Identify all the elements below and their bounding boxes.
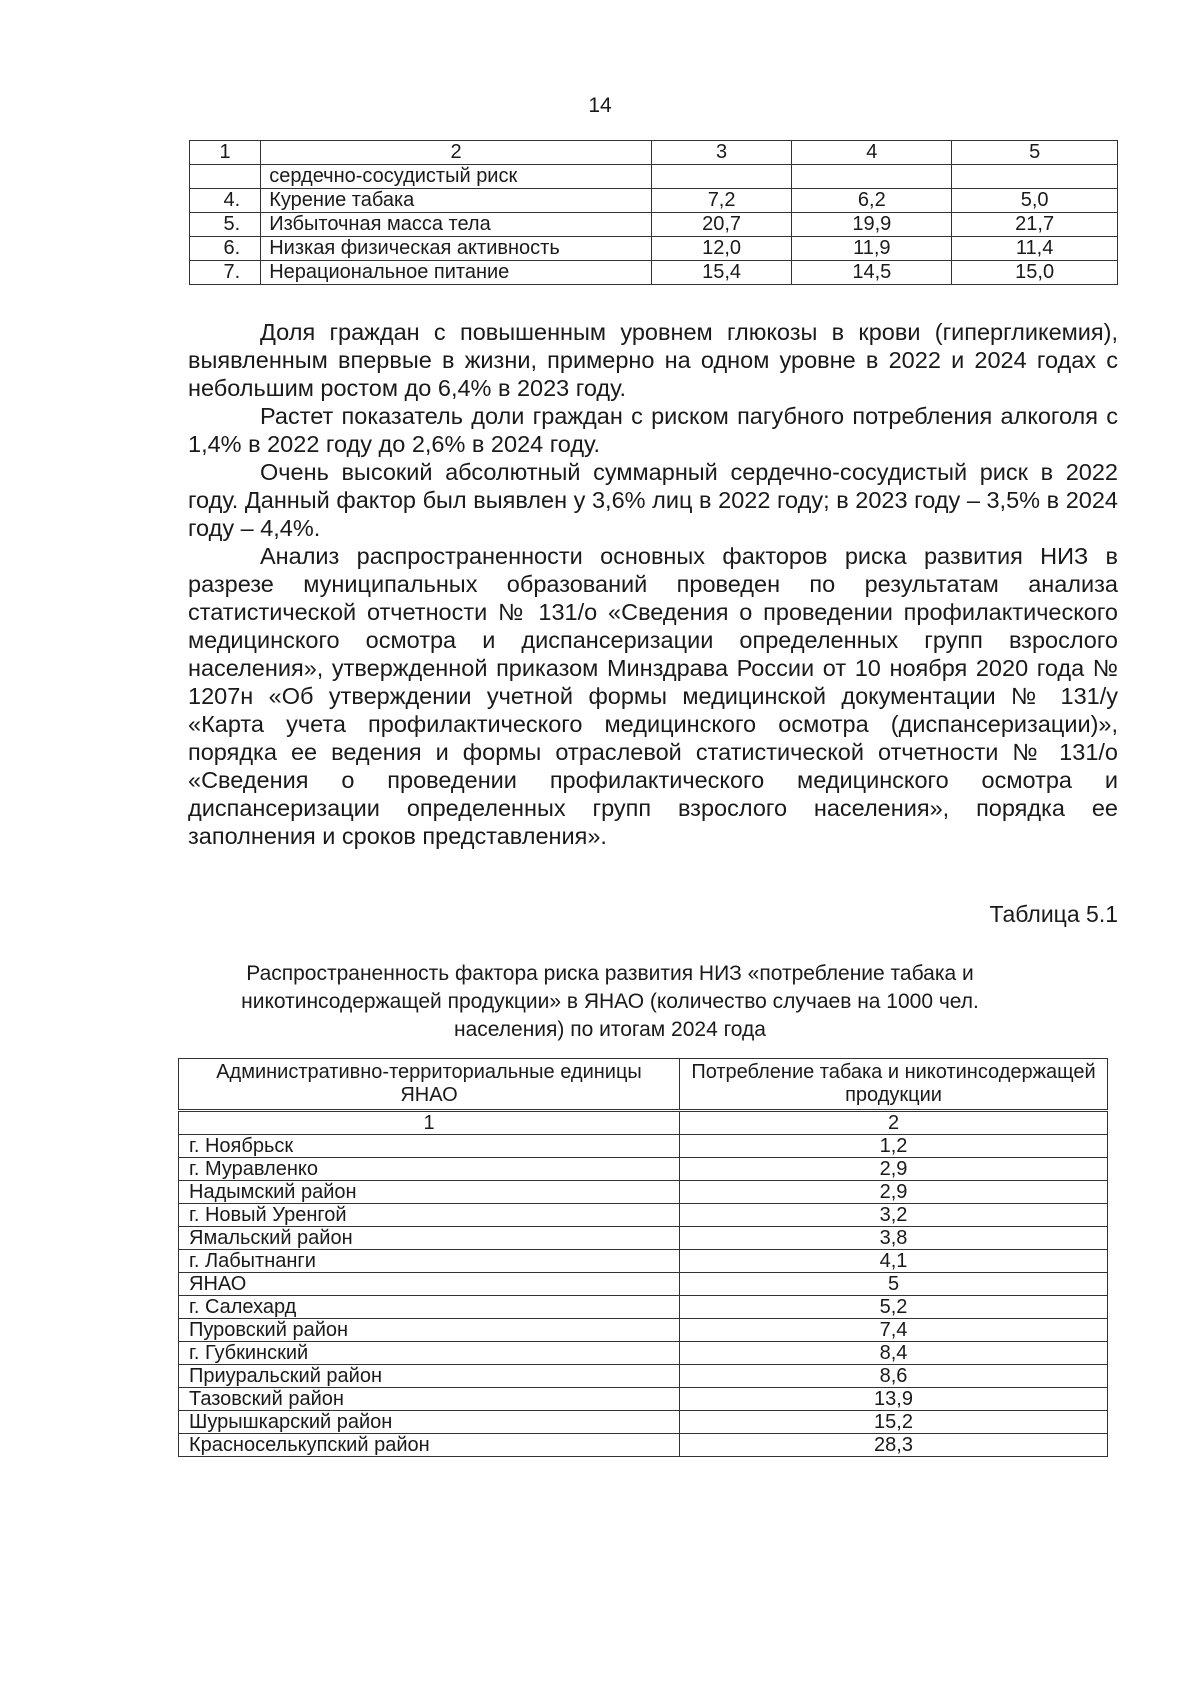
risk-factors-table-continued (189, 140, 1118, 285)
value-cell: 20,7 (651, 213, 791, 237)
table-row (179, 1411, 1108, 1434)
column-number-row (179, 1111, 1108, 1135)
region-cell: ЯНАО (179, 1273, 680, 1296)
value-cell: 15,0 (952, 261, 1118, 285)
value-cell: 6,2 (792, 189, 952, 213)
table-header-row (179, 1059, 1108, 1111)
header-cell: 3 (651, 141, 791, 165)
value-cell: 2,9 (680, 1158, 1108, 1181)
region-cell: Надымский район (179, 1181, 680, 1204)
value-cell: 5 (680, 1273, 1108, 1296)
value-cell: 3,2 (680, 1204, 1108, 1227)
table-label: Таблица 5.1 (989, 901, 1118, 927)
value-cell: 12,0 (651, 237, 791, 261)
table-row (179, 1158, 1108, 1181)
value-cell: 7,2 (651, 189, 791, 213)
value-cell (952, 165, 1118, 189)
table-header-row (190, 141, 1118, 165)
table-row (190, 237, 1118, 261)
table-row (179, 1319, 1108, 1342)
row-number-cell (190, 165, 261, 189)
factor-name-cell: сердечно-сосудистый риск (261, 165, 652, 189)
region-cell: г. Лабытнанги (179, 1250, 680, 1273)
header-cell: 1 (190, 141, 261, 165)
table-caption: Распространенность фактора риска развития НИЗ «потребление табака и никотинсодержащей продукции» в ЯНАО (количество случаев на 1000 чел. населения) по итогам 2024 года (241, 962, 979, 1041)
region-cell: Приуральский район (179, 1365, 680, 1388)
region-cell: г. Губкинский (179, 1342, 680, 1365)
factor-name-cell: Курение табака (261, 189, 652, 213)
value-cell (651, 165, 791, 189)
region-cell: Ямальский район (179, 1227, 680, 1250)
table-row (179, 1434, 1108, 1457)
paragraph: Очень высокий абсолютный суммарный сердечно-сосудистый риск в 2022 году. Данный фактор был выявлен у 3,6% лиц в 2022 году; в 2023 году – 3,5% в 2024 году – 4,4%. (188, 459, 1118, 541)
value-cell: 1,2 (680, 1135, 1108, 1158)
value-cell: 11,9 (792, 237, 952, 261)
value-cell: 14,5 (792, 261, 952, 285)
table-row (190, 189, 1118, 213)
paragraph: Анализ распространенности основных факторов риска развития НИЗ в разрезе муниципальных образований проведен по результатам анализа статистической отчетности № 131/о «Сведения о проведении профилактического медицинского осмотра и диспансеризации определенных групп взрослого населения», утвержденной приказом Минздрава России от 10 ноября 2020 года № 1207н «Об утверждении учетной формы медицинской документации № 131/у «Карта учета профилактического медицинского осмотра (диспансеризации)», порядка ее ведения и формы отраслевой статистической отчетности № 131/о «Сведения о проведении профилактического медицинского осмотра и диспансеризации определенных групп взрослого населения», порядка ее заполнения и сроков представления». (188, 543, 1118, 849)
table-row (190, 165, 1118, 189)
region-cell: г. Ноябрьск (179, 1135, 680, 1158)
value-cell: 7,4 (680, 1319, 1108, 1342)
region-cell: Шурышкарский район (179, 1411, 680, 1434)
value-cell: 8,4 (680, 1342, 1108, 1365)
value-cell: 15,2 (680, 1411, 1108, 1434)
paragraph: Доля граждан с повышенным уровнем глюкозы в крови (гипергликемия), выявленным впервые в жизни, примерно на одном уровне в 2022 и 2024 годах с небольшим ростом до 6,4% в 2023 году. (188, 319, 1118, 401)
table-row (179, 1342, 1108, 1365)
row-number-cell: 6. (190, 237, 261, 261)
tobacco-prevalence-table (178, 1058, 1108, 1457)
header-cell: 5 (952, 141, 1118, 165)
region-cell: г. Новый Уренгой (179, 1204, 680, 1227)
value-cell: 11,4 (952, 237, 1118, 261)
value-cell: 4,1 (680, 1250, 1108, 1273)
factor-name-cell: Низкая физическая активность (261, 237, 652, 261)
row-number-cell: 7. (190, 261, 261, 285)
region-cell: Красноселькупский район (179, 1434, 680, 1457)
table-row (179, 1296, 1108, 1319)
table-row (179, 1135, 1108, 1158)
region-cell: г. Муравленко (179, 1158, 680, 1181)
table-row (179, 1365, 1108, 1388)
factor-name-cell: Нерациональное питание (261, 261, 652, 285)
table-row (190, 261, 1118, 285)
table-row (190, 213, 1118, 237)
column-number: 2 (680, 1111, 1108, 1135)
factor-name-cell: Избыточная масса тела (261, 213, 652, 237)
value-cell: 3,8 (680, 1227, 1108, 1250)
value-cell: 13,9 (680, 1388, 1108, 1411)
value-cell: 28,3 (680, 1434, 1108, 1457)
body-text (188, 318, 1118, 850)
value-cell: 19,9 (792, 213, 952, 237)
table-row (179, 1227, 1108, 1250)
value-cell: 5,0 (952, 189, 1118, 213)
table-row (179, 1204, 1108, 1227)
value-cell: 2,9 (680, 1181, 1108, 1204)
value-cell (792, 165, 952, 189)
value-cell: 8,6 (680, 1365, 1108, 1388)
header-cell-region: Административно-территориальные единицы ЯНАО (179, 1059, 680, 1111)
value-cell: 5,2 (680, 1296, 1108, 1319)
paragraph: Растет показатель доли граждан с риском пагубного потребления алкоголя с 1,4% в 2022 году до 2,6% в 2024 году. (188, 403, 1118, 457)
region-cell: г. Салехард (179, 1296, 680, 1319)
table-row (179, 1388, 1108, 1411)
value-cell: 15,4 (651, 261, 791, 285)
header-cell: 2 (261, 141, 652, 165)
header-cell-value: Потребление табака и никотинсодержащей продукции (680, 1059, 1108, 1111)
region-cell: Пуровский район (179, 1319, 680, 1342)
row-number-cell: 5. (190, 213, 261, 237)
header-cell: 4 (792, 141, 952, 165)
row-number-cell: 4. (190, 189, 261, 213)
value-cell: 21,7 (952, 213, 1118, 237)
table-row (179, 1250, 1108, 1273)
region-cell: Тазовский район (179, 1388, 680, 1411)
table-row (179, 1181, 1108, 1204)
table-row (179, 1273, 1108, 1296)
column-number: 1 (179, 1111, 680, 1135)
page-number: 14 (588, 94, 612, 117)
